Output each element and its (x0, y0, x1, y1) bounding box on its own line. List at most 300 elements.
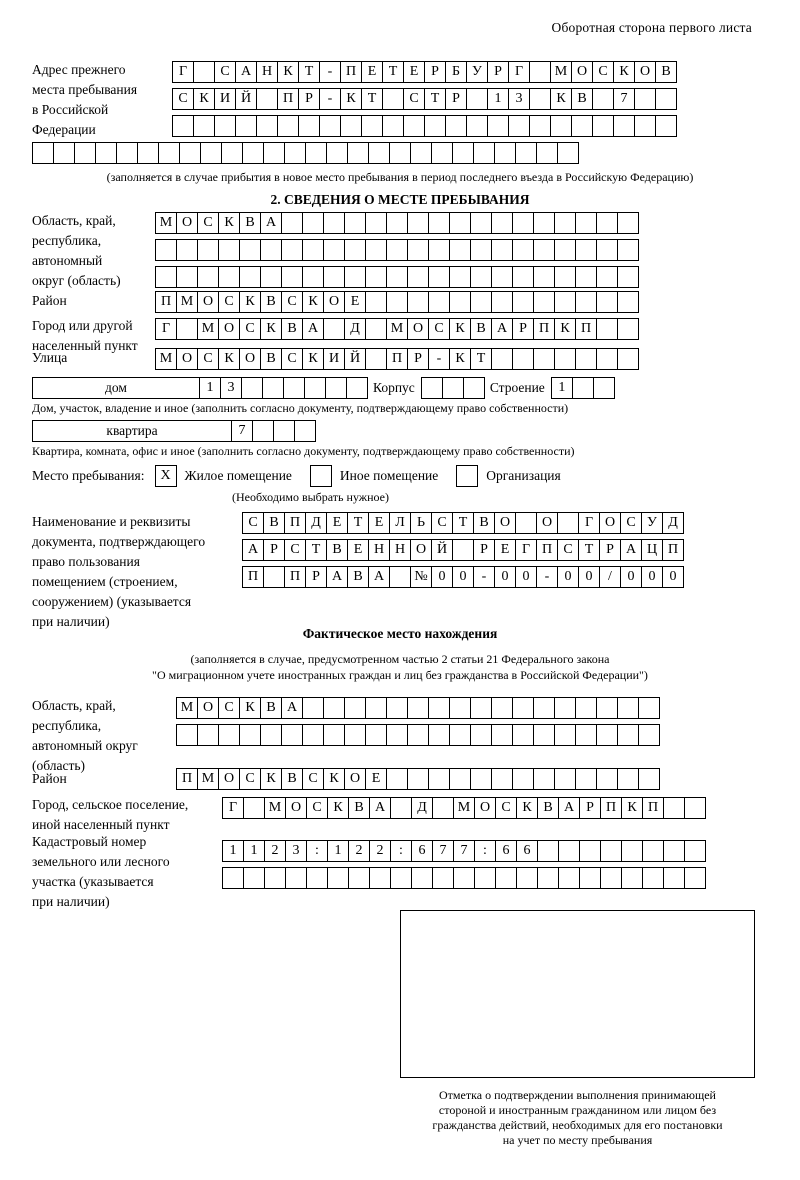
input-cell[interactable] (432, 867, 454, 889)
input-cell[interactable] (515, 142, 537, 164)
input-cell[interactable] (634, 115, 656, 137)
input-cell[interactable]: Л (389, 512, 411, 534)
input-cell[interactable] (474, 867, 496, 889)
input-cell[interactable] (281, 239, 303, 261)
input-cell[interactable]: В (260, 291, 282, 313)
input-cell[interactable] (389, 142, 411, 164)
input-cell[interactable] (533, 239, 555, 261)
input-cell[interactable] (197, 239, 219, 261)
checkbox-zhiloe[interactable]: Х (155, 465, 177, 487)
input-cell[interactable]: С (428, 318, 450, 340)
input-cell[interactable] (600, 867, 622, 889)
input-cell[interactable] (365, 266, 387, 288)
input-cell[interactable] (554, 348, 576, 370)
input-cell[interactable] (655, 115, 677, 137)
input-cell[interactable]: О (344, 768, 366, 790)
input-cell[interactable] (428, 239, 450, 261)
input-cell[interactable] (554, 239, 576, 261)
input-cell[interactable] (432, 797, 454, 819)
input-cell[interactable] (389, 566, 411, 588)
input-cell[interactable]: Ц (641, 539, 663, 561)
input-cell[interactable] (239, 266, 261, 288)
input-cell[interactable]: Б (445, 61, 467, 83)
input-cell[interactable]: П (575, 318, 597, 340)
input-cell[interactable] (263, 566, 285, 588)
input-cell[interactable]: О (197, 291, 219, 313)
input-cell[interactable]: А (260, 212, 282, 234)
input-cell[interactable] (491, 724, 513, 746)
input-cell[interactable] (449, 212, 471, 234)
input-cell[interactable]: Г (515, 539, 537, 561)
input-cell[interactable]: 0 (452, 566, 474, 588)
input-cell[interactable] (449, 724, 471, 746)
input-cell[interactable]: / (599, 566, 621, 588)
input-cell[interactable] (260, 266, 282, 288)
input-cell[interactable]: М (453, 797, 475, 819)
input-cell[interactable]: 0 (620, 566, 642, 588)
input-cell[interactable] (323, 212, 345, 234)
input-cell[interactable]: Н (389, 539, 411, 561)
input-cell[interactable] (200, 142, 222, 164)
input-cell[interactable] (596, 239, 618, 261)
input-cell[interactable]: : (306, 840, 328, 862)
input-cell[interactable]: О (571, 61, 593, 83)
actual-region-row-1[interactable] (176, 697, 659, 719)
input-cell[interactable]: К (613, 61, 635, 83)
input-cell[interactable] (273, 420, 295, 442)
input-cell[interactable] (386, 697, 408, 719)
input-cell[interactable] (533, 348, 555, 370)
input-cell[interactable] (386, 724, 408, 746)
input-cell[interactable] (470, 212, 492, 234)
input-cell[interactable]: Е (347, 539, 369, 561)
input-cell[interactable]: Р (424, 61, 446, 83)
input-cell[interactable]: С (284, 539, 306, 561)
input-cell[interactable]: А (369, 797, 391, 819)
input-cell[interactable] (575, 724, 597, 746)
input-cell[interactable] (386, 212, 408, 234)
input-cell[interactable]: 3 (220, 377, 242, 399)
input-cell[interactable] (386, 266, 408, 288)
stroenie-cells[interactable] (551, 377, 614, 399)
input-cell[interactable]: 1 (199, 377, 221, 399)
input-cell[interactable]: С (557, 539, 579, 561)
input-cell[interactable] (508, 115, 530, 137)
input-cell[interactable] (452, 539, 474, 561)
actual-district-row[interactable] (176, 768, 659, 790)
input-cell[interactable] (533, 266, 555, 288)
input-cell[interactable]: П (242, 566, 264, 588)
input-cell[interactable] (558, 867, 580, 889)
input-cell[interactable] (592, 115, 614, 137)
input-cell[interactable] (494, 142, 516, 164)
input-cell[interactable] (529, 88, 551, 110)
input-cell[interactable]: Г (155, 318, 177, 340)
input-cell[interactable]: А (302, 318, 324, 340)
input-cell[interactable]: В (239, 212, 261, 234)
input-cell[interactable]: : (474, 840, 496, 862)
dom-cells[interactable] (199, 377, 367, 399)
input-cell[interactable] (176, 266, 198, 288)
input-cell[interactable] (558, 840, 580, 862)
input-cell[interactable]: А (491, 318, 513, 340)
input-cell[interactable] (252, 420, 274, 442)
input-cell[interactable] (596, 697, 618, 719)
input-cell[interactable] (327, 867, 349, 889)
input-cell[interactable] (575, 768, 597, 790)
input-cell[interactable] (638, 724, 660, 746)
input-cell[interactable] (411, 867, 433, 889)
input-cell[interactable] (243, 797, 265, 819)
input-cell[interactable]: О (474, 797, 496, 819)
input-cell[interactable] (263, 142, 285, 164)
input-cell[interactable] (323, 697, 345, 719)
input-cell[interactable] (470, 266, 492, 288)
input-cell[interactable]: М (176, 291, 198, 313)
input-cell[interactable]: 0 (515, 566, 537, 588)
input-cell[interactable] (197, 266, 219, 288)
input-cell[interactable]: О (218, 768, 240, 790)
input-cell[interactable] (74, 142, 96, 164)
input-cell[interactable]: В (281, 768, 303, 790)
input-cell[interactable] (537, 867, 559, 889)
input-cell[interactable] (390, 867, 412, 889)
input-cell[interactable]: А (558, 797, 580, 819)
input-cell[interactable] (347, 142, 369, 164)
input-cell[interactable]: 0 (494, 566, 516, 588)
input-cell[interactable] (241, 377, 263, 399)
input-cell[interactable] (256, 88, 278, 110)
input-cell[interactable] (365, 291, 387, 313)
input-cell[interactable] (512, 768, 534, 790)
input-cell[interactable]: 1 (487, 88, 509, 110)
input-cell[interactable] (596, 266, 618, 288)
input-cell[interactable]: М (197, 768, 219, 790)
input-cell[interactable] (365, 697, 387, 719)
input-cell[interactable] (617, 239, 639, 261)
input-cell[interactable]: К (302, 348, 324, 370)
input-cell[interactable] (155, 239, 177, 261)
input-cell[interactable]: С (218, 291, 240, 313)
input-cell[interactable]: М (176, 697, 198, 719)
stamp-box[interactable] (400, 910, 755, 1078)
section2-region-row-2[interactable] (155, 239, 638, 261)
input-cell[interactable] (368, 142, 390, 164)
input-cell[interactable]: О (239, 348, 261, 370)
input-cell[interactable]: 3 (285, 840, 307, 862)
input-cell[interactable] (242, 142, 264, 164)
actual-region-row-2[interactable] (176, 724, 659, 746)
input-cell[interactable] (302, 697, 324, 719)
input-cell[interactable] (655, 88, 677, 110)
input-cell[interactable]: О (218, 318, 240, 340)
input-cell[interactable]: С (592, 61, 614, 83)
input-cell[interactable] (596, 348, 618, 370)
input-cell[interactable] (424, 115, 446, 137)
input-cell[interactable] (365, 724, 387, 746)
input-cell[interactable] (684, 797, 706, 819)
input-cell[interactable]: П (176, 768, 198, 790)
input-cell[interactable] (323, 318, 345, 340)
input-cell[interactable] (428, 291, 450, 313)
input-cell[interactable] (193, 61, 215, 83)
input-cell[interactable] (222, 867, 244, 889)
input-cell[interactable]: - (319, 88, 341, 110)
input-cell[interactable] (529, 115, 551, 137)
input-cell[interactable]: А (281, 697, 303, 719)
input-cell[interactable] (571, 115, 593, 137)
input-cell[interactable]: О (285, 797, 307, 819)
input-cell[interactable]: К (516, 797, 538, 819)
input-cell[interactable] (617, 212, 639, 234)
input-cell[interactable]: 3 (508, 88, 530, 110)
input-cell[interactable]: С (403, 88, 425, 110)
input-cell[interactable] (533, 768, 555, 790)
input-cell[interactable] (256, 115, 278, 137)
input-cell[interactable] (298, 115, 320, 137)
input-cell[interactable]: К (550, 88, 572, 110)
korpus-cells[interactable] (421, 377, 484, 399)
input-cell[interactable]: Р (487, 61, 509, 83)
input-cell[interactable]: О (536, 512, 558, 534)
input-cell[interactable] (386, 291, 408, 313)
input-cell[interactable]: Т (424, 88, 446, 110)
input-cell[interactable] (285, 867, 307, 889)
input-cell[interactable] (487, 115, 509, 137)
input-cell[interactable] (575, 212, 597, 234)
input-cell[interactable] (365, 348, 387, 370)
input-cell[interactable]: 6 (495, 840, 517, 862)
input-cell[interactable] (617, 348, 639, 370)
input-cell[interactable]: - (319, 61, 341, 83)
input-cell[interactable]: С (302, 768, 324, 790)
input-cell[interactable] (386, 768, 408, 790)
input-cell[interactable]: К (327, 797, 349, 819)
input-cell[interactable]: В (655, 61, 677, 83)
input-cell[interactable] (579, 840, 601, 862)
input-cell[interactable] (344, 266, 366, 288)
input-cell[interactable]: К (218, 212, 240, 234)
cadastral-row-2[interactable] (222, 867, 705, 889)
input-cell[interactable] (554, 697, 576, 719)
input-cell[interactable] (449, 291, 471, 313)
input-cell[interactable] (575, 266, 597, 288)
input-cell[interactable] (512, 724, 534, 746)
input-cell[interactable]: Г (222, 797, 244, 819)
input-cell[interactable] (218, 724, 240, 746)
input-cell[interactable] (617, 266, 639, 288)
input-cell[interactable] (596, 291, 618, 313)
input-cell[interactable] (621, 840, 643, 862)
input-cell[interactable]: Е (344, 291, 366, 313)
input-cell[interactable] (410, 142, 432, 164)
input-cell[interactable]: Д (344, 318, 366, 340)
input-cell[interactable]: А (242, 539, 264, 561)
input-cell[interactable]: С (495, 797, 517, 819)
input-cell[interactable]: 7 (432, 840, 454, 862)
input-cell[interactable] (365, 239, 387, 261)
input-cell[interactable] (407, 724, 429, 746)
section2-street-row[interactable] (155, 348, 638, 370)
input-cell[interactable]: Й (431, 539, 453, 561)
input-cell[interactable]: С (214, 61, 236, 83)
input-cell[interactable] (176, 318, 198, 340)
input-cell[interactable] (325, 377, 347, 399)
input-cell[interactable] (638, 768, 660, 790)
input-cell[interactable] (407, 291, 429, 313)
input-cell[interactable]: К (323, 768, 345, 790)
input-cell[interactable] (512, 212, 534, 234)
input-cell[interactable] (491, 266, 513, 288)
input-cell[interactable]: М (197, 318, 219, 340)
input-cell[interactable]: Т (361, 88, 383, 110)
input-cell[interactable] (453, 867, 475, 889)
input-cell[interactable] (533, 724, 555, 746)
input-cell[interactable]: № (410, 566, 432, 588)
input-cell[interactable]: Е (368, 512, 390, 534)
input-cell[interactable] (369, 867, 391, 889)
input-cell[interactable]: - (473, 566, 495, 588)
input-cell[interactable]: К (302, 291, 324, 313)
input-cell[interactable] (302, 266, 324, 288)
input-cell[interactable] (428, 724, 450, 746)
input-cell[interactable]: В (347, 566, 369, 588)
input-cell[interactable] (407, 239, 429, 261)
input-cell[interactable] (684, 867, 706, 889)
input-cell[interactable] (264, 867, 286, 889)
input-cell[interactable] (575, 697, 597, 719)
input-cell[interactable] (537, 840, 559, 862)
input-cell[interactable] (382, 115, 404, 137)
input-cell[interactable]: И (323, 348, 345, 370)
input-cell[interactable] (214, 115, 236, 137)
input-cell[interactable]: 1 (222, 840, 244, 862)
input-cell[interactable]: К (239, 697, 261, 719)
input-cell[interactable] (340, 115, 362, 137)
input-cell[interactable] (449, 768, 471, 790)
input-cell[interactable]: М (550, 61, 572, 83)
input-cell[interactable]: Т (305, 539, 327, 561)
input-cell[interactable]: С (197, 212, 219, 234)
input-cell[interactable]: С (239, 768, 261, 790)
input-cell[interactable] (179, 142, 201, 164)
input-cell[interactable] (642, 840, 664, 862)
input-cell[interactable]: К (277, 61, 299, 83)
input-cell[interactable] (32, 142, 54, 164)
input-cell[interactable] (403, 115, 425, 137)
input-cell[interactable]: Е (494, 539, 516, 561)
input-cell[interactable]: О (323, 291, 345, 313)
input-cell[interactable]: С (239, 318, 261, 340)
input-cell[interactable]: : (390, 840, 412, 862)
input-cell[interactable]: М (155, 212, 177, 234)
input-cell[interactable] (512, 291, 534, 313)
input-cell[interactable] (634, 88, 656, 110)
input-cell[interactable] (281, 266, 303, 288)
input-cell[interactable]: В (260, 697, 282, 719)
input-cell[interactable]: О (599, 512, 621, 534)
input-cell[interactable] (382, 88, 404, 110)
input-cell[interactable] (365, 212, 387, 234)
input-cell[interactable] (491, 212, 513, 234)
input-cell[interactable] (579, 867, 601, 889)
input-cell[interactable] (663, 797, 685, 819)
input-cell[interactable]: П (533, 318, 555, 340)
input-cell[interactable] (554, 212, 576, 234)
document-row-2[interactable] (242, 539, 683, 561)
input-cell[interactable] (452, 142, 474, 164)
input-cell[interactable]: О (176, 212, 198, 234)
input-cell[interactable] (95, 142, 117, 164)
input-cell[interactable]: С (306, 797, 328, 819)
input-cell[interactable] (445, 115, 467, 137)
input-cell[interactable]: П (340, 61, 362, 83)
input-cell[interactable] (319, 115, 341, 137)
input-cell[interactable]: Р (407, 348, 429, 370)
input-cell[interactable] (260, 239, 282, 261)
input-cell[interactable] (617, 697, 639, 719)
input-cell[interactable]: 2 (369, 840, 391, 862)
input-cell[interactable] (176, 724, 198, 746)
prev-address-row-2[interactable] (172, 88, 676, 110)
input-cell[interactable] (529, 61, 551, 83)
input-cell[interactable]: М (264, 797, 286, 819)
input-cell[interactable]: К (449, 318, 471, 340)
input-cell[interactable]: 1 (243, 840, 265, 862)
input-cell[interactable]: С (281, 348, 303, 370)
input-cell[interactable]: Р (298, 88, 320, 110)
input-cell[interactable] (305, 142, 327, 164)
input-cell[interactable] (221, 142, 243, 164)
input-cell[interactable]: Д (662, 512, 684, 534)
input-cell[interactable]: Й (235, 88, 257, 110)
input-cell[interactable]: П (284, 512, 306, 534)
input-cell[interactable] (491, 768, 513, 790)
input-cell[interactable] (554, 768, 576, 790)
input-cell[interactable]: Р (445, 88, 467, 110)
input-cell[interactable] (197, 724, 219, 746)
input-cell[interactable] (596, 724, 618, 746)
input-cell[interactable] (470, 239, 492, 261)
input-cell[interactable] (155, 266, 177, 288)
input-cell[interactable]: 2 (264, 840, 286, 862)
input-cell[interactable]: - (536, 566, 558, 588)
input-cell[interactable]: 0 (557, 566, 579, 588)
input-cell[interactable]: В (263, 512, 285, 534)
input-cell[interactable] (428, 266, 450, 288)
input-cell[interactable] (323, 724, 345, 746)
input-cell[interactable]: К (193, 88, 215, 110)
input-cell[interactable]: Г (172, 61, 194, 83)
input-cell[interactable]: О (176, 348, 198, 370)
input-cell[interactable]: К (621, 797, 643, 819)
input-cell[interactable]: К (239, 291, 261, 313)
input-cell[interactable] (431, 142, 453, 164)
input-cell[interactable] (575, 239, 597, 261)
input-cell[interactable]: С (242, 512, 264, 534)
input-cell[interactable] (536, 142, 558, 164)
input-cell[interactable] (116, 142, 138, 164)
input-cell[interactable]: В (571, 88, 593, 110)
checkbox-organizaciya[interactable] (456, 465, 478, 487)
input-cell[interactable]: 1 (327, 840, 349, 862)
input-cell[interactable] (302, 724, 324, 746)
input-cell[interactable]: С (431, 512, 453, 534)
input-cell[interactable]: Ь (410, 512, 432, 534)
input-cell[interactable] (466, 88, 488, 110)
input-cell[interactable] (365, 318, 387, 340)
input-cell[interactable]: 6 (516, 840, 538, 862)
